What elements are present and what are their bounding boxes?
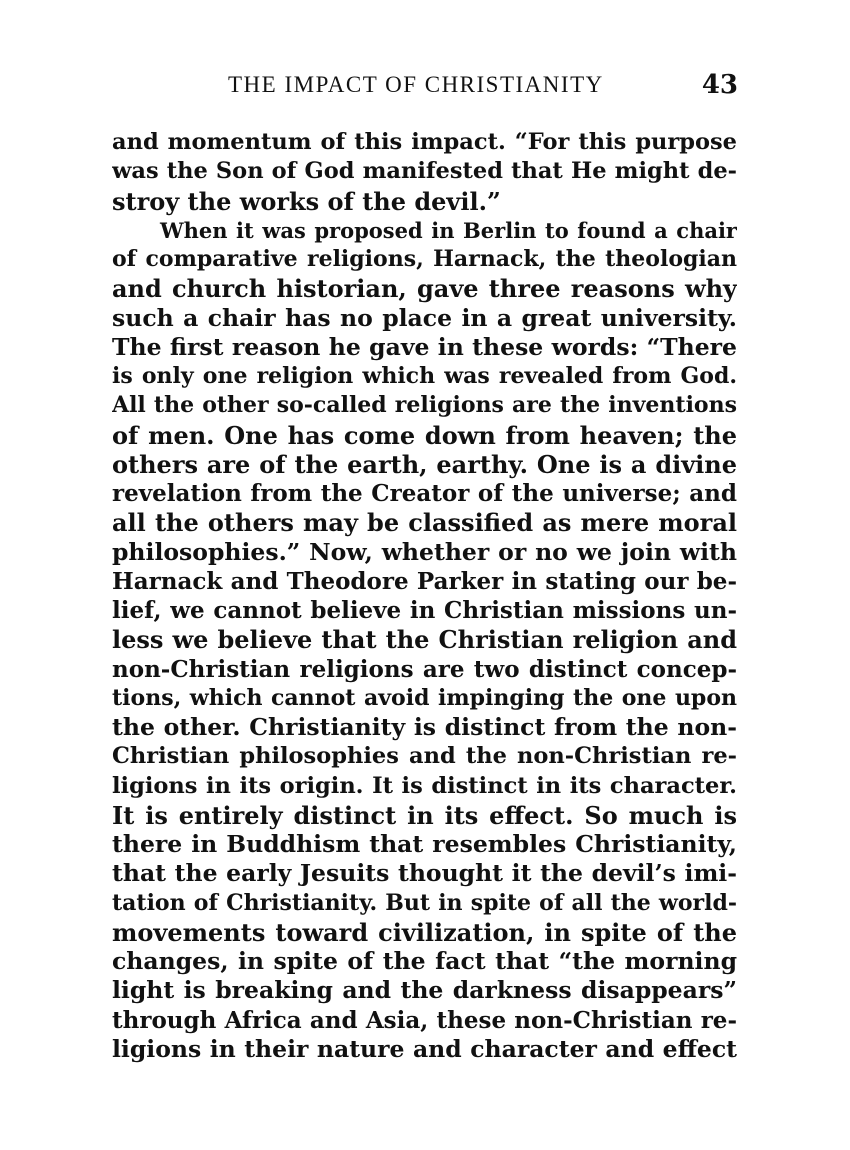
text-line: there in Buddhism that resembles Christianity,: [112, 830, 737, 858]
running-head: [112, 70, 738, 104]
text-line: The first reason he gave in these words: “There: [112, 332, 737, 361]
text-line: Christian philosophies and the non-Christian re-: [112, 743, 737, 770]
text-line: was the Son of God manifested that He might de-: [112, 158, 737, 185]
text-line: stroy the works of the devil.”: [112, 186, 501, 216]
text-line: All the other so-called religions are the inventions: [112, 392, 737, 419]
text-line: and church historian, gave three reasons why: [112, 274, 737, 304]
text-line: movements toward civilization, in spite of the: [112, 917, 737, 947]
running-title: THE IMPACT OF CHRISTIANITY: [228, 72, 604, 97]
text-line: ligions in its origin. It is distinct in its character.: [112, 772, 737, 799]
text-line: changes, in spite of the fact that “the morning: [112, 947, 737, 975]
text-line: and momentum of this impact. “For this purpose: [112, 129, 737, 155]
text-line: philosophies.” Now, whether or no we join with: [112, 537, 737, 566]
paragraph-first-line: When it was proposed in Berlin to found a chair: [160, 217, 737, 243]
text-line: that the early Jesuits thought it the devil’s imi-: [112, 859, 737, 888]
text-line: tions, which cannot avoid impinging the one upon: [112, 684, 737, 711]
text-line: revelation from the Creator of the universe; and: [112, 480, 737, 507]
page-number: 43: [701, 70, 738, 100]
text-line: light is breaking and the darkness disappears”: [112, 976, 737, 1005]
text-line: of comparative religions, Harnack, the theologian: [112, 246, 737, 272]
text-line: through Africa and Asia, these non-Christian re-: [112, 1006, 737, 1034]
text-line: the other. Christianity is distinct from the non-: [112, 713, 737, 741]
body-text: [112, 128, 737, 1064]
text-line: ligions in their nature and character and effect: [112, 1034, 737, 1063]
text-line: of men. One has come down from heaven; the: [112, 420, 737, 450]
text-line: non-Christian religions are two distinct concep-: [112, 655, 737, 683]
text-line: tation of Christianity. But in spite of all the world-: [112, 889, 737, 916]
text-line: is only one religion which was revealed from God.: [112, 363, 737, 389]
text-line: less we believe that the Christian religion and: [112, 625, 737, 655]
text-line: lief, we cannot believe in Christian missions un-: [112, 597, 737, 624]
text-line: all the others may be classified as mere moral: [112, 508, 737, 538]
text-line: It is entirely distinct in its effect. So much is: [112, 800, 737, 830]
text-line: others are of the earth, earthy. One is a divine: [112, 449, 737, 479]
text-line: Harnack and Theodore Parker in stating our be-: [112, 567, 737, 595]
text-line: such a chair has no place in a great university.: [112, 303, 737, 332]
